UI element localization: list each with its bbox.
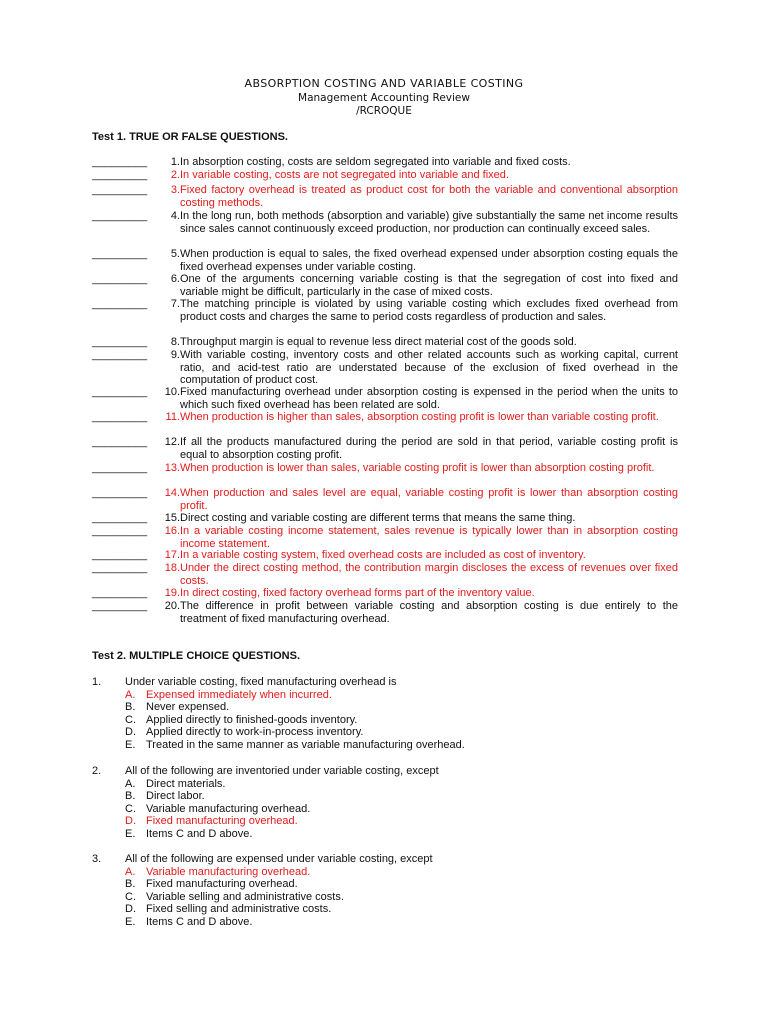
tf-item [92, 525, 678, 550]
document-author: /RCROQUE [356, 105, 412, 117]
option-text: Fixed manufacturing overhead. [146, 815, 298, 828]
answer-option[interactable] [125, 803, 678, 816]
option-letter: A. [125, 777, 136, 790]
tf-item [92, 298, 678, 323]
mc-question [92, 853, 678, 929]
item-number: 16. [164, 525, 180, 537]
answer-option[interactable] [125, 689, 678, 702]
mc-question [92, 765, 678, 841]
answer-option[interactable] [125, 714, 678, 727]
item-number: 20. [164, 600, 180, 612]
item-text: When production and sales level are equal, variable costing profit is lower than absorption costing profit. [180, 487, 678, 512]
option-list [125, 866, 678, 929]
tf-item [92, 512, 678, 525]
answer-option[interactable] [125, 726, 678, 739]
item-text: With variable costing, inventory costs and other related accounts such as working capital, current ratio, and acid-test ratio are understated because of the exclusion of fixed overhead in the computation of product cost. [180, 349, 678, 387]
answer-blank[interactable]: _________ [92, 600, 148, 612]
option-text: Direct materials. [146, 777, 226, 790]
tf-item [92, 336, 678, 349]
item-text: Direct costing and variable costing are different terms that means the same thing. [180, 512, 576, 524]
tf-item [92, 248, 678, 273]
item-number: 11. [165, 411, 180, 423]
answer-blank[interactable]: _________ [92, 336, 148, 348]
tf-item [92, 156, 678, 169]
item-number: 6. [170, 273, 180, 285]
item-text: In direct costing, fixed factory overhead forms part of the inventory value. [180, 587, 535, 599]
item-number: 8. [170, 336, 180, 348]
tf-item [92, 487, 678, 512]
tf-item [92, 562, 678, 587]
item-text: Fixed manufacturing overhead under absorption costing is expensed in the period when the units to which such fixed overhead has been related are sold. [180, 386, 678, 411]
answer-option[interactable] [125, 701, 678, 714]
option-text: Variable manufacturing overhead. [146, 865, 311, 878]
item-number: 13. [164, 462, 180, 474]
answer-option[interactable] [125, 916, 678, 929]
option-letter: D. [125, 903, 136, 916]
tf-item [92, 386, 678, 411]
option-letter: B. [125, 790, 136, 803]
tf-item [92, 549, 678, 562]
item-text: When production is equal to sales, the fixed overhead expensed under absorption costing equals the fixed overhead expenses under variable costing. [180, 248, 678, 273]
answer-option[interactable] [125, 866, 678, 879]
option-letter: C. [125, 802, 136, 815]
item-text: Throughput margin is equal to revenue less direct material cost of the goods sold. [180, 336, 577, 348]
question-text: Under variable costing, fixed manufacturing overhead is [125, 676, 397, 688]
item-text: In absorption costing, costs are seldom segregated into variable and fixed costs. [180, 156, 571, 168]
item-text: In the long run, both methods (absorption and variable) give substantially the same net income results since sales cannot continuously exceed production, nor production can continually exceed sales. [180, 210, 678, 235]
item-text: When production is higher than sales, absorption costing profit is lower than variable costing profit. [180, 411, 659, 423]
item-number: 1. [170, 156, 180, 168]
item-number: 15. [164, 512, 180, 524]
option-text: Expensed immediately when incurred. [146, 688, 332, 701]
option-text: Direct labor. [146, 790, 205, 803]
option-letter: E. [125, 738, 136, 751]
answer-option[interactable] [125, 739, 678, 752]
option-list [125, 778, 678, 841]
answer-option[interactable] [125, 778, 678, 791]
item-text: In a variable costing income statement, sales revenue is typically lower than in absorption costing income statement. [180, 525, 678, 550]
tf-item [92, 169, 678, 182]
answer-blank[interactable]: _________ [92, 512, 148, 524]
answer-blank[interactable]: _________ [92, 549, 148, 561]
option-text: Applied directly to work-in-process inventory. [146, 726, 364, 739]
item-number: 9. [170, 349, 180, 361]
item-number: 18. [164, 562, 180, 574]
answer-blank[interactable]: _________ [92, 462, 148, 474]
item-number: 14. [164, 487, 180, 499]
option-letter: E. [125, 915, 136, 928]
answer-option[interactable] [125, 790, 678, 803]
answer-blank[interactable]: _________ [92, 525, 148, 537]
question-number: 3. [92, 853, 102, 865]
answer-blank[interactable]: _________ [92, 349, 148, 361]
answer-blank[interactable]: _________ [92, 248, 148, 260]
answer-blank[interactable]: _________ [92, 436, 148, 448]
option-text: Fixed manufacturing overhead. [146, 878, 298, 891]
answer-option[interactable] [125, 891, 678, 904]
item-number: 2. [170, 169, 180, 181]
item-text: Under the direct costing method, the contribution margin discloses the excess of revenues over fixed costs. [180, 562, 678, 587]
option-letter: C. [125, 890, 136, 903]
answer-blank[interactable]: _________ [92, 587, 148, 599]
answer-blank[interactable]: _________ [92, 169, 148, 181]
option-letter: B. [125, 878, 136, 891]
option-letter: A. [125, 865, 136, 878]
option-text: Treated in the same manner as variable manufacturing overhead. [146, 738, 465, 751]
document-subtitle: Management Accounting Review [298, 92, 470, 104]
item-text: In a variable costing system, fixed overhead costs are included as cost of inventory. [180, 549, 586, 561]
answer-option[interactable] [125, 903, 678, 916]
option-letter: A. [125, 688, 136, 701]
answer-blank[interactable]: _________ [92, 411, 148, 423]
answer-blank[interactable]: _________ [92, 562, 148, 574]
item-number: 4. [170, 210, 180, 222]
answer-blank[interactable]: _________ [92, 184, 148, 196]
item-text: One of the arguments concerning variable costing is that the segregation of cost into fixed and variable might be difficult, particularly in the case of mixed costs. [180, 273, 678, 298]
option-letter: B. [125, 701, 136, 714]
option-text: Never expensed. [146, 701, 230, 714]
item-text: If all the products manufactured during the period are sold in that period, variable costing profit is equal to absorption costing profit. [180, 436, 678, 461]
tf-item [92, 462, 678, 475]
tf-item [92, 411, 678, 424]
item-number: 17. [164, 549, 180, 561]
tf-item [92, 436, 678, 461]
item-text: When production is lower than sales, variable costing profit is lower than absorption costing profit. [180, 462, 655, 474]
option-text: Items C and D above. [146, 915, 253, 928]
answer-blank[interactable]: _________ [92, 487, 148, 499]
answer-blank[interactable]: _________ [92, 386, 148, 398]
item-number: 7. [170, 298, 180, 310]
tf-item [92, 600, 678, 625]
answer-blank[interactable]: _________ [92, 298, 148, 310]
option-letter: E. [125, 827, 136, 840]
item-text: The matching principle is violated by using variable costing which excludes fixed overhead from product costs and charges the same to period costs regardless of production and sales. [180, 298, 678, 323]
option-letter: D. [125, 815, 136, 828]
mc-question [92, 676, 678, 752]
item-number: 19. [164, 587, 180, 599]
item-text: The difference in profit between variable costing and absorption costing is due entirely to the treatment of fixed manufacturing overhead. [180, 600, 678, 625]
answer-blank[interactable]: _________ [92, 273, 148, 285]
answer-option[interactable] [125, 815, 678, 828]
tf-item [92, 184, 678, 209]
tf-item [92, 349, 678, 387]
option-text: Variable selling and administrative costs. [146, 890, 344, 903]
item-number: 10. [164, 386, 180, 398]
item-text: In variable costing, costs are not segregated into variable and fixed. [180, 169, 509, 181]
tf-item [92, 587, 678, 600]
test2-title: Test 2. MULTIPLE CHOICE QUESTIONS. [92, 650, 301, 662]
answer-option[interactable] [125, 878, 678, 891]
question-number: 2. [92, 765, 102, 777]
answer-blank[interactable]: _________ [92, 210, 148, 222]
item-number: 5. [170, 248, 180, 260]
answer-blank[interactable]: _________ [92, 156, 148, 168]
tf-item [92, 210, 678, 235]
tf-item [92, 273, 678, 298]
document-title: ABSORPTION COSTING AND VARIABLE COSTING [244, 77, 524, 90]
option-text: Items C and D above. [146, 827, 253, 840]
item-number: 12. [164, 436, 180, 448]
option-text: Fixed selling and administrative costs. [146, 903, 332, 916]
option-letter: C. [125, 713, 136, 726]
option-text: Applied directly to finished-goods inventory. [146, 713, 358, 726]
answer-option[interactable] [125, 828, 678, 841]
option-text: Variable manufacturing overhead. [146, 802, 311, 815]
question-number: 1. [92, 676, 102, 688]
item-number: 3. [170, 184, 180, 196]
option-letter: D. [125, 726, 136, 739]
item-text: Fixed factory overhead is treated as product cost for both the variable and conventional absorption costing methods. [180, 184, 678, 209]
question-text: All of the following are expensed under variable costing, except [125, 853, 433, 865]
question-text: All of the following are inventoried under variable costing, except [125, 765, 439, 777]
option-list [125, 689, 678, 752]
test1-title: Test 1. TRUE OR FALSE QUESTIONS. [92, 131, 288, 143]
